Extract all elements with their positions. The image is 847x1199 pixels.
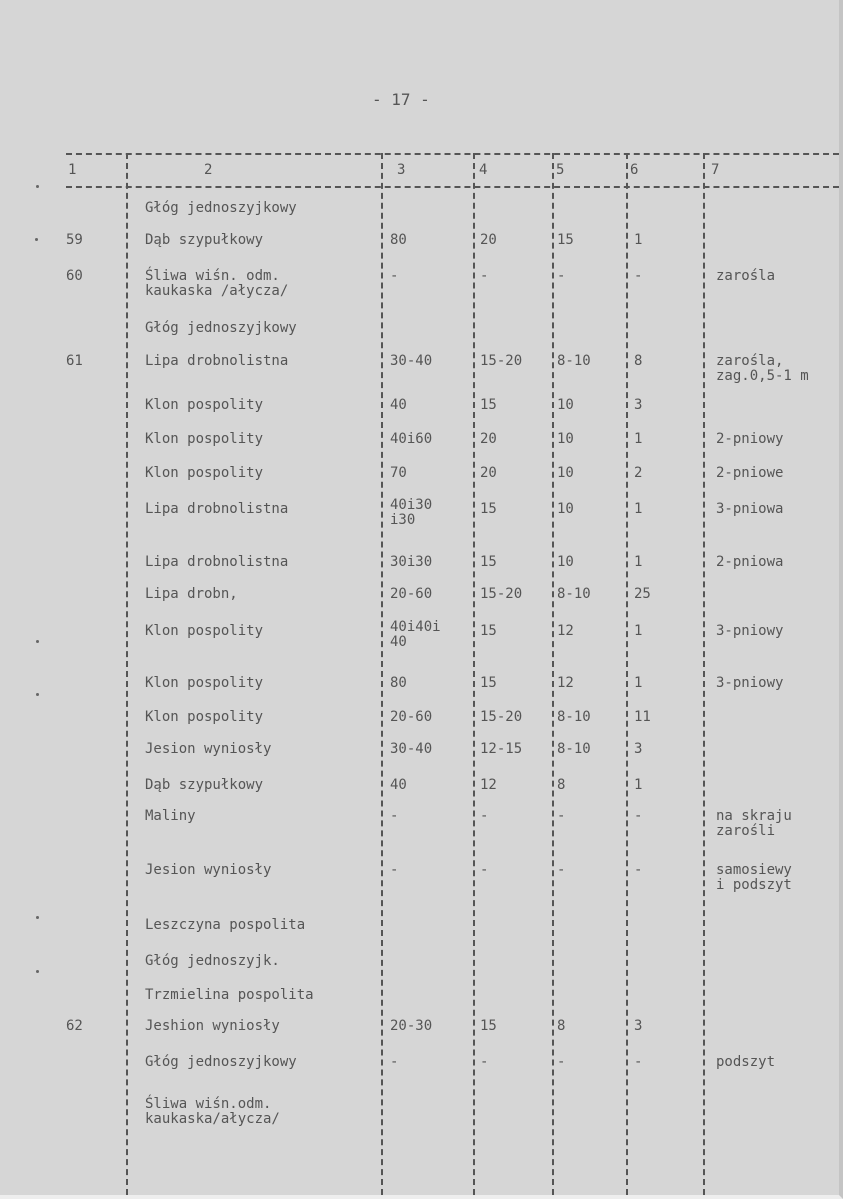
- col-6-value: 8: [634, 353, 643, 369]
- col-5-value: 8-10: [557, 709, 591, 725]
- col-3-value: 30-40: [390, 741, 433, 757]
- species-name: Klon pospolity: [145, 465, 264, 481]
- species-name: Klon pospolity: [145, 431, 264, 447]
- species-name: Śliwa wiśn.odm. kaukaska/ałycza/: [145, 1096, 280, 1127]
- notes-value: samosiewy i podszyt: [716, 862, 792, 893]
- col-5-value: 10: [557, 501, 574, 517]
- notes-value: zarośla: [716, 268, 776, 284]
- column-divider: [381, 153, 383, 1195]
- col-6-value: -: [634, 862, 643, 878]
- notes-value: 2-pniowy: [716, 431, 784, 447]
- col-4-value: 15-20: [480, 709, 523, 725]
- species-name: Śliwa wiśn. odm. kaukaska /ałycza/: [145, 268, 289, 299]
- notes-value: 3-pniowy: [716, 675, 784, 691]
- row-number: 60: [66, 268, 83, 284]
- species-name: Lipa drobn,: [145, 586, 238, 602]
- species-name: Jesion wyniosły: [145, 741, 272, 757]
- col-3-value: 80: [390, 675, 407, 691]
- notes-value: podszyt: [716, 1054, 776, 1070]
- column-divider: [552, 153, 554, 1195]
- col-3-value: 40: [390, 777, 407, 793]
- col-5-value: -: [557, 268, 566, 284]
- col-6-value: 3: [634, 741, 643, 757]
- col-5-value: 10: [557, 554, 574, 570]
- col-3-value: 30-40: [390, 353, 433, 369]
- col-6-value: 1: [634, 777, 643, 793]
- col-4-value: -: [480, 268, 489, 284]
- col-3-value: -: [390, 268, 399, 284]
- col-4-value: 12-15: [480, 741, 523, 757]
- col-5-value: 15: [557, 232, 574, 248]
- species-name: Lipa drobnolistna: [145, 501, 289, 517]
- col-4-value: -: [480, 862, 489, 878]
- col-3-value: 40i40i 40: [390, 619, 441, 650]
- col-3-value: 20-30: [390, 1018, 433, 1034]
- col-3-value: 80: [390, 232, 407, 248]
- col-5-value: 8: [557, 777, 566, 793]
- col-7-header: 7: [711, 162, 720, 178]
- species-name: Jeshion wyniosły: [145, 1018, 280, 1034]
- col-6-header: 6: [630, 162, 639, 178]
- margin-mark: [36, 916, 39, 919]
- col-5-value: 8-10: [557, 353, 591, 369]
- col-5-value: 8: [557, 1018, 566, 1034]
- col-4-value: 15: [480, 675, 497, 691]
- col-5-value: 10: [557, 465, 574, 481]
- col-4-value: 15: [480, 1018, 497, 1034]
- col-5-value: -: [557, 808, 566, 824]
- col-4-value: 20: [480, 431, 497, 447]
- col-4-value: 15: [480, 397, 497, 413]
- col-5-value: 10: [557, 431, 574, 447]
- col-4-value: 15-20: [480, 353, 523, 369]
- species-name: Głóg jednoszyjkowy: [145, 1054, 297, 1070]
- species-name: Leszczyna pospolita: [145, 917, 306, 933]
- column-divider: [473, 153, 475, 1195]
- margin-mark: [36, 970, 39, 973]
- col-6-value: 1: [634, 675, 643, 691]
- table-top-rule: [66, 153, 839, 155]
- col-3-header: 3: [397, 162, 406, 178]
- col-3-value: -: [390, 862, 399, 878]
- col-6-value: 3: [634, 397, 643, 413]
- notes-value: na skraju zarośli: [716, 808, 792, 839]
- column-divider: [626, 153, 628, 1195]
- species-name: Klon pospolity: [145, 397, 264, 413]
- col-2-header: 2: [204, 162, 213, 178]
- notes-value: 2-pniowa: [716, 554, 784, 570]
- species-name: Klon pospolity: [145, 709, 264, 725]
- margin-mark: [36, 640, 39, 643]
- col-4-value: 15: [480, 623, 497, 639]
- species-name: Trzmielina pospolita: [145, 987, 314, 1003]
- col-6-value: -: [634, 268, 643, 284]
- species-name: Głóg jednoszyjkowy: [145, 200, 297, 216]
- col-3-value: 20-60: [390, 586, 433, 602]
- notes-value: 3-pniowy: [716, 623, 784, 639]
- col-3-value: -: [390, 1054, 399, 1070]
- species-name: Głóg jednoszyjk.: [145, 953, 280, 969]
- col-5-header: 5: [556, 162, 565, 178]
- species-name: Klon pospolity: [145, 623, 264, 639]
- col-6-value: -: [634, 1054, 643, 1070]
- col-5-value: -: [557, 862, 566, 878]
- col-5-value: 10: [557, 397, 574, 413]
- col-4-value: 15: [480, 501, 497, 517]
- col-3-value: 70: [390, 465, 407, 481]
- column-divider: [126, 153, 128, 1195]
- col-3-value: -: [390, 808, 399, 824]
- col-5-value: -: [557, 1054, 566, 1070]
- col-4-value: 15-20: [480, 586, 523, 602]
- col-5-value: 12: [557, 623, 574, 639]
- col-1-header: 1: [68, 162, 77, 178]
- col-6-value: 1: [634, 232, 643, 248]
- species-name: Lipa drobnolistna: [145, 554, 289, 570]
- species-name: Klon pospolity: [145, 675, 264, 691]
- margin-mark: [36, 693, 39, 696]
- notes-value: 3-pniowa: [716, 501, 784, 517]
- row-number: 61: [66, 353, 83, 369]
- col-4-value: 20: [480, 232, 497, 248]
- column-divider: [703, 153, 705, 1195]
- col-6-value: -: [634, 808, 643, 824]
- col-5-value: 12: [557, 675, 574, 691]
- col-4-value: 15: [480, 554, 497, 570]
- col-5-value: 8-10: [557, 586, 591, 602]
- col-6-value: 1: [634, 431, 643, 447]
- col-6-value: 11: [634, 709, 651, 725]
- col-4-value: 12: [480, 777, 497, 793]
- col-3-value: 40: [390, 397, 407, 413]
- col-3-value: 40i30 i30: [390, 497, 433, 528]
- col-4-header: 4: [479, 162, 488, 178]
- notes-value: zarośla, zag.0,5-1 m: [716, 353, 809, 384]
- species-name: Lipa drobnolistna: [145, 353, 289, 369]
- row-number: 62: [66, 1018, 83, 1034]
- page-number: - 17 -: [372, 90, 430, 109]
- notes-value: 2-pniowe: [716, 465, 784, 481]
- col-3-value: 30i30: [390, 554, 433, 570]
- col-3-value: 40i60: [390, 431, 433, 447]
- col-6-value: 25: [634, 586, 651, 602]
- col-6-value: 1: [634, 623, 643, 639]
- species-name: Maliny: [145, 808, 196, 824]
- col-4-value: -: [480, 1054, 489, 1070]
- col-6-value: 1: [634, 554, 643, 570]
- table-header-rule: [66, 186, 839, 188]
- col-6-value: 3: [634, 1018, 643, 1034]
- species-name: Jesion wyniosły: [145, 862, 272, 878]
- col-6-value: 2: [634, 465, 643, 481]
- col-4-value: 20: [480, 465, 497, 481]
- col-4-value: -: [480, 808, 489, 824]
- col-3-value: 20-60: [390, 709, 433, 725]
- species-name: Dąb szypułkowy: [145, 232, 264, 248]
- col-6-value: 1: [634, 501, 643, 517]
- margin-mark: [36, 185, 39, 188]
- species-name: Głóg jednoszyjkowy: [145, 320, 297, 336]
- row-number: 59: [66, 232, 83, 248]
- col-5-value: 8-10: [557, 741, 591, 757]
- species-name: Dąb szypułkowy: [145, 777, 264, 793]
- margin-mark: [35, 238, 38, 241]
